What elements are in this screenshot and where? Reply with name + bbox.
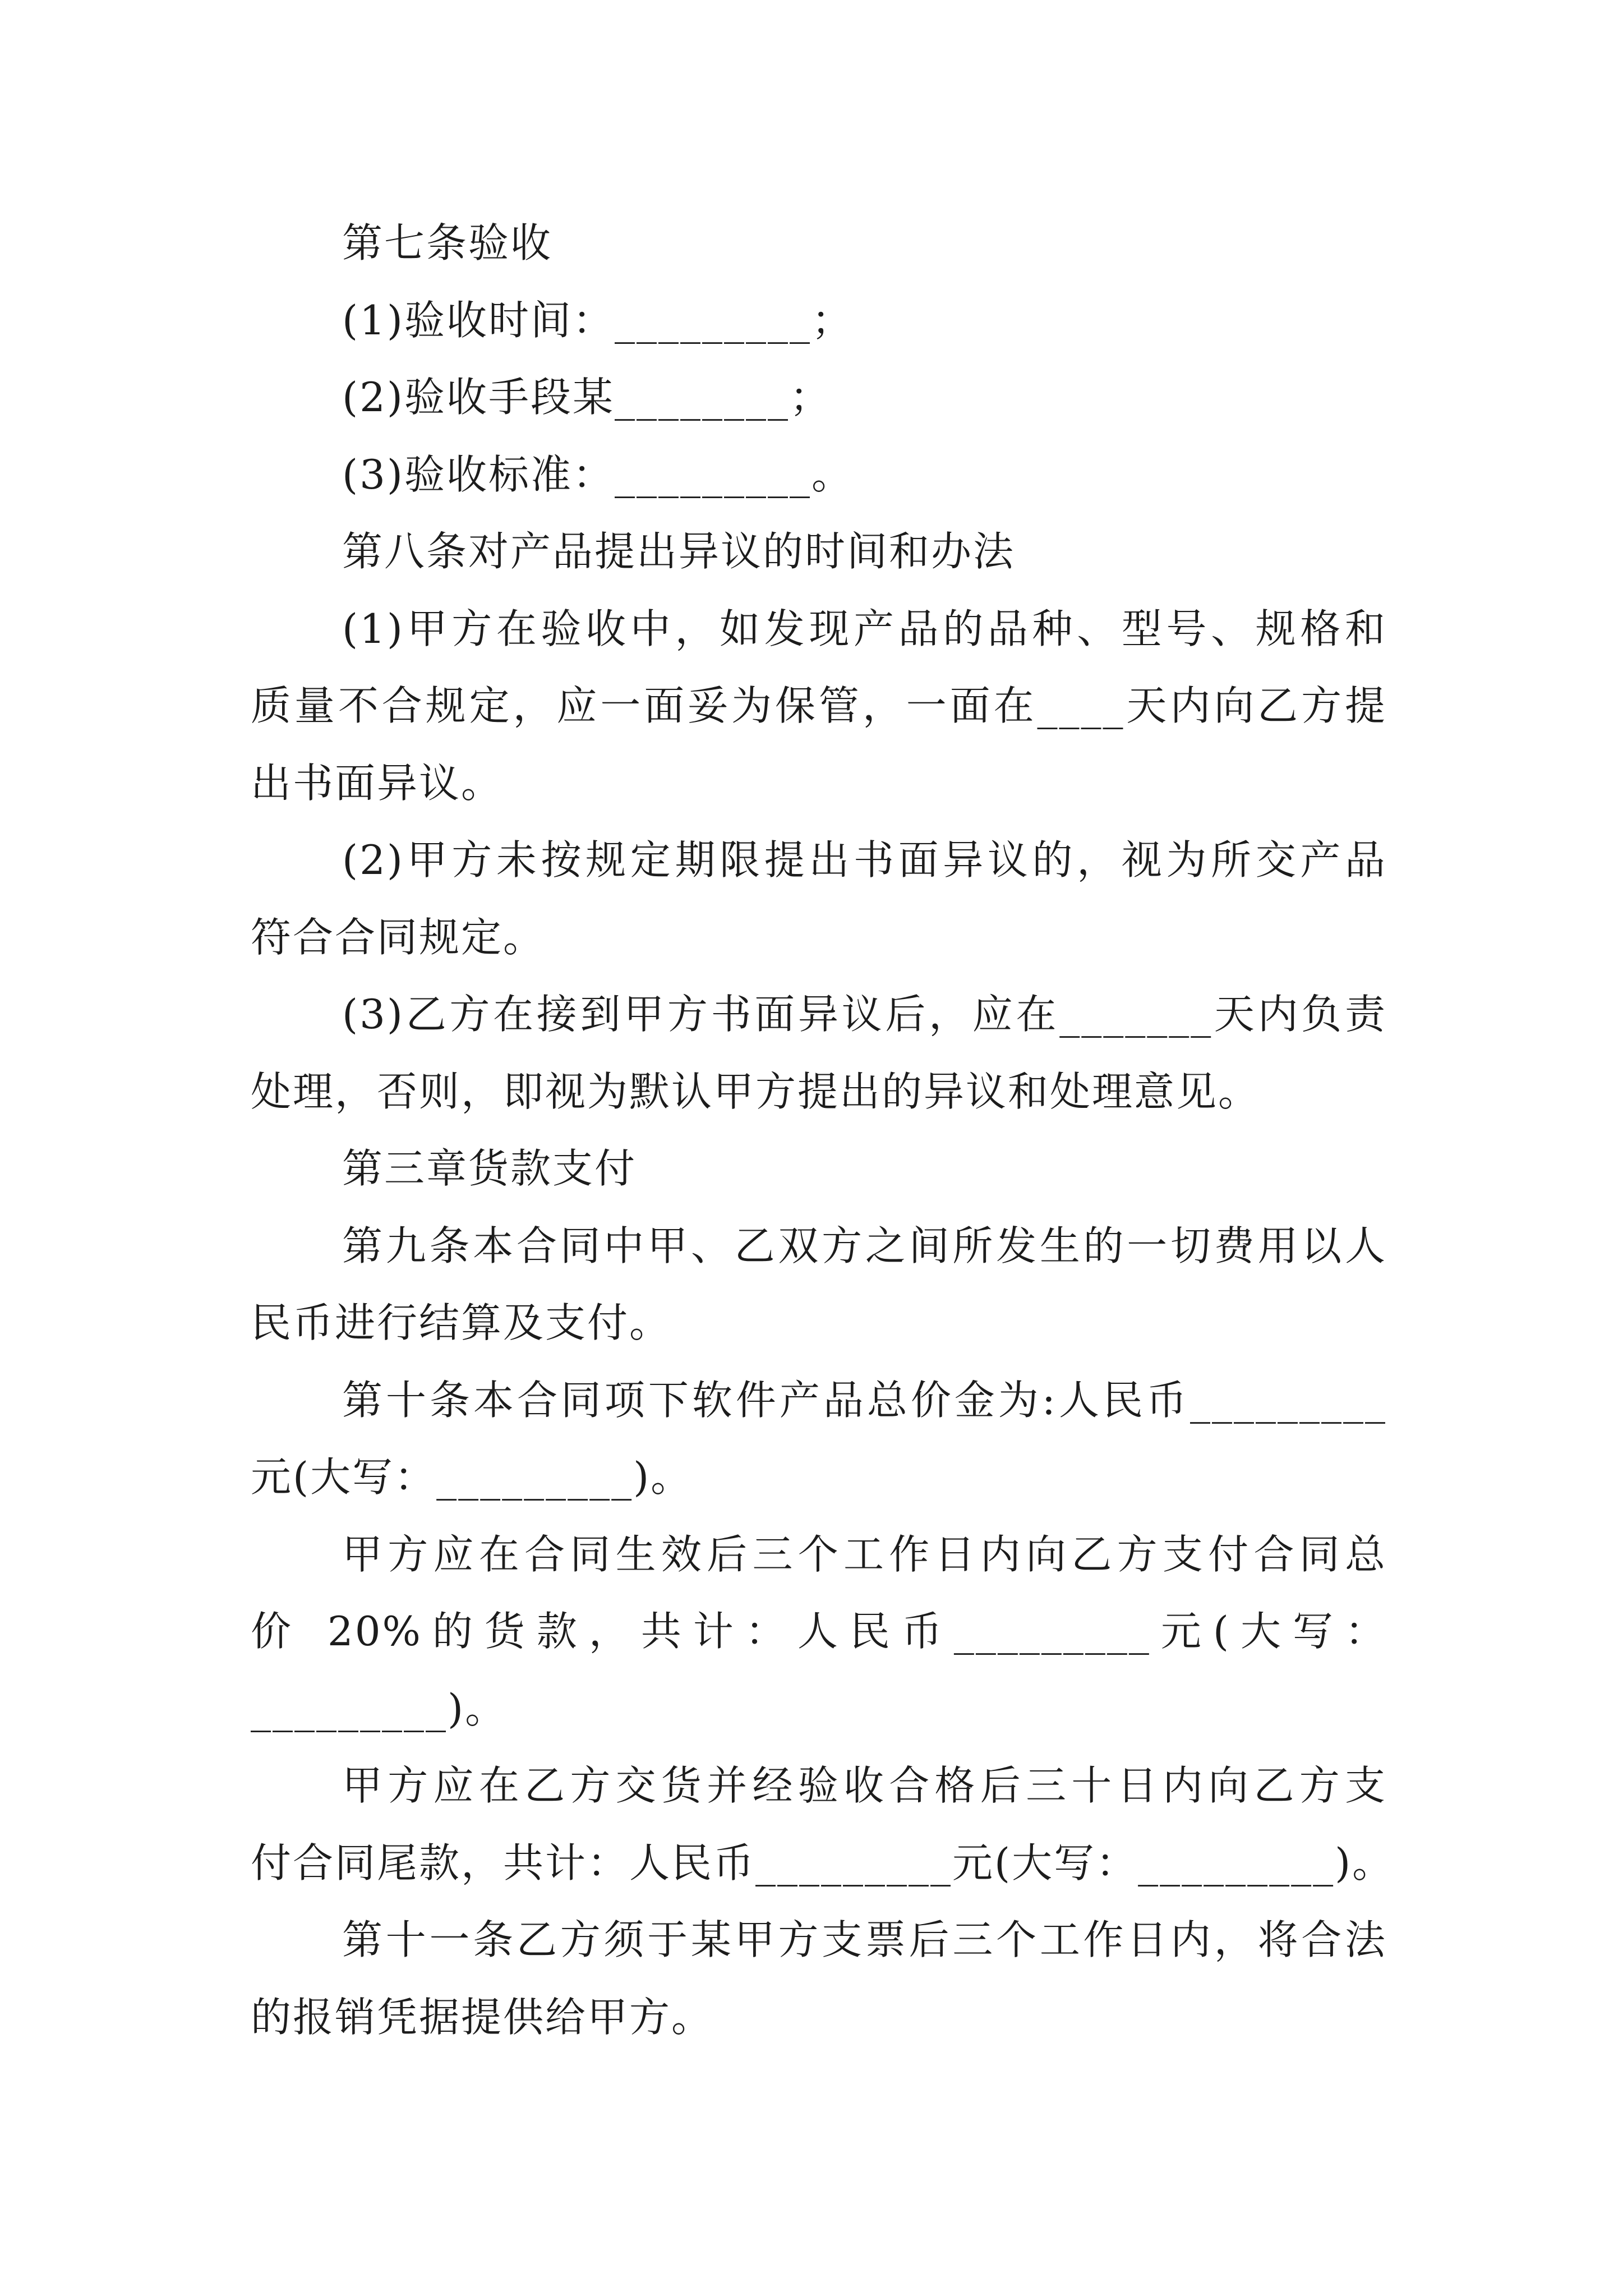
paragraph-line: 民币进行结算及支付。 [251, 1299, 672, 1346]
paragraph-line: 处理，否则，即视为默认甲方提出的异议和处理意见。 [251, 1068, 1261, 1115]
paragraph-line: (1)验收时间：_________； [342, 296, 854, 344]
paragraph-line: (2)甲方未按规定期限提出书面异议的，视为所交产品 [342, 836, 1387, 884]
paragraph-line: 第七条验收 [342, 219, 553, 266]
paragraph-line: 第十条本合同项下软件产品总价金为:人民币_________ [342, 1376, 1387, 1424]
paragraph-line: (2)验收手段某________； [342, 374, 832, 421]
heading-article-7 [0, 205, 1623, 282]
clause-7-1 [0, 282, 1623, 360]
paragraph-line: 出书面异议。 [251, 759, 504, 807]
paragraph-line: 第九条本合同中甲、乙双方之间所发生的一切费用以人 [342, 1222, 1387, 1269]
heading-article-8 [0, 513, 1623, 591]
heading-chapter-3 [0, 1130, 1623, 1208]
paragraph-line: 符合合同规定。 [251, 913, 546, 961]
clause-7-2 [0, 359, 1623, 436]
paragraph-line: 第三章货款支付 [342, 1145, 637, 1192]
article-10-first-payment [0, 1516, 1623, 1748]
article-10-final-payment [0, 1747, 1623, 1902]
paragraph-line: 元(大写：_________)。 [251, 1453, 693, 1501]
clause-8-2 [0, 822, 1623, 976]
paragraph-line: 甲方应在乙方交货并经验收合格后三十日内向乙方支 [342, 1762, 1387, 1809]
paragraph-line: 价 20%的货款，共计：人民币_________元(大写： [251, 1608, 1387, 1655]
clause-7-3 [0, 436, 1623, 514]
article-10 [0, 1362, 1623, 1516]
paragraph-line: _________)。 [251, 1685, 508, 1732]
document-body [0, 205, 1623, 2056]
clause-8-1 [0, 591, 1623, 822]
paragraph-line: (1)甲方在验收中，如发现产品的品种、型号、规格和 [342, 605, 1387, 652]
paragraph-line: 的报销凭据提供给甲方。 [251, 1993, 714, 2041]
paragraph-line: 付合同尾款，共计：人民币_________元(大写：_________)。 [251, 1839, 1395, 1887]
paragraph-line: (3)验收标准：_________。 [342, 450, 854, 498]
article-11 [0, 1902, 1623, 2056]
clause-8-3 [0, 976, 1623, 1130]
article-9 [0, 1208, 1623, 1362]
paragraph-line: 第十一条乙方须于某甲方支票后三个工作日内，将合法 [342, 1916, 1387, 1963]
paragraph-line: 甲方应在合同生效后三个工作日内向乙方支付合同总 [342, 1530, 1387, 1578]
paragraph-line: 第八条对产品提出异议的时间和办法 [342, 528, 1016, 575]
paragraph-line: 质量不合规定，应一面妥为保管，一面在____天内向乙方提 [251, 682, 1387, 729]
paragraph-line: (3)乙方在接到甲方书面异议后，应在_______天内负责 [342, 991, 1387, 1038]
